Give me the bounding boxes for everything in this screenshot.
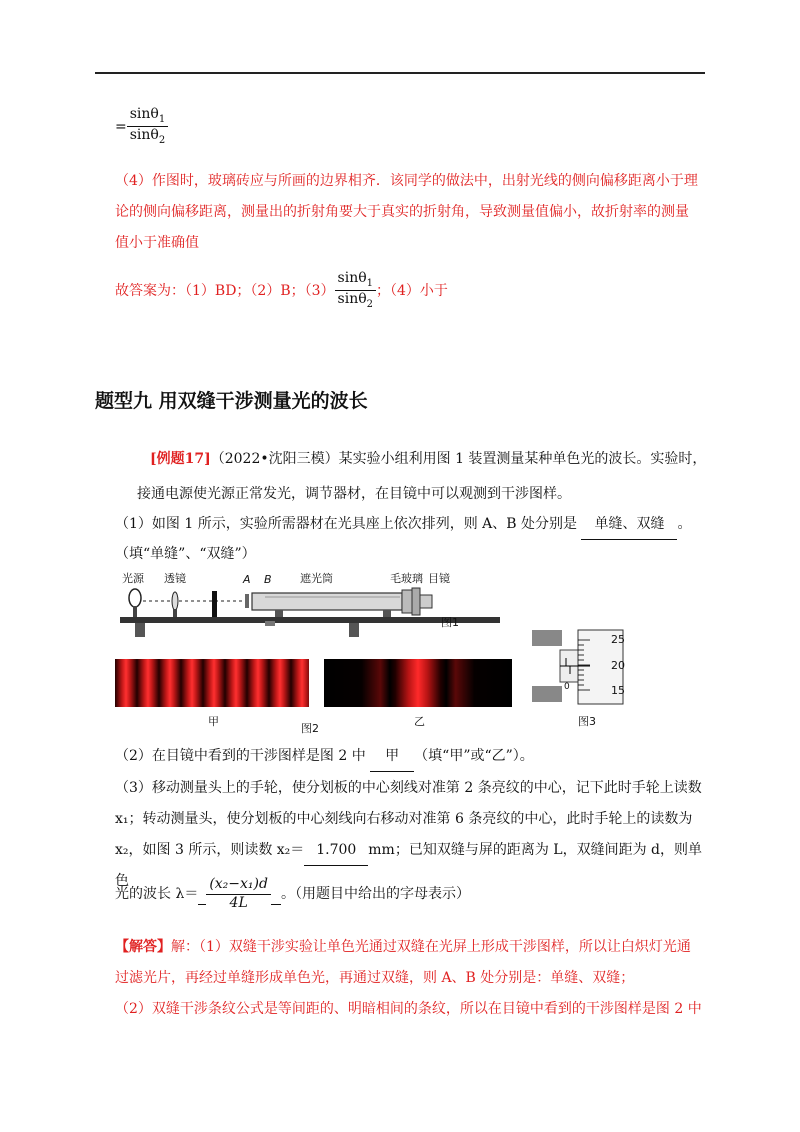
rail-leg-right xyxy=(349,623,359,637)
final-frac-num: sinθ xyxy=(337,270,367,286)
label-yi: 乙 xyxy=(414,715,425,728)
q2-line xyxy=(115,741,705,772)
q3-line3-pre: x₂，如图 3 所示，则读数 x₂＝ xyxy=(115,842,305,858)
numerator: sinθ xyxy=(129,106,159,122)
label-a: A xyxy=(243,573,251,586)
tube-mount-right xyxy=(383,610,391,617)
ground-glass xyxy=(402,590,412,613)
label-fig2: 图2 xyxy=(301,722,319,735)
answer4-line1: （4）作图时，玻璃砖应与所画的边界相齐．该同学的做法中，出射光线的侧向偏移距离小于理 xyxy=(115,173,698,189)
tick-25: 25 xyxy=(611,633,625,646)
q1-hint: （填“单缝”、“双缝”） xyxy=(115,546,256,562)
example-line2: 接通电源使光源正常发光，调节器材，在目镜中可以观测到干涉图样。 xyxy=(137,486,571,502)
q3-line4-post: 。（用题目中给出的字母表示） xyxy=(280,886,470,902)
example-line1 xyxy=(150,447,706,471)
rail-leg-left xyxy=(135,623,145,637)
final-frac-den: sinθ xyxy=(337,291,367,308)
q1-answer: 单缝、双缝 xyxy=(581,509,677,540)
q2-text: （2）在目镜中看到的干涉图样是图 2 中 xyxy=(115,748,371,764)
answer4-line2: 论的侧向偏移距离，测量出的折射角要大于真实的折射角，导致测量值偏小，故折射率的测量 xyxy=(115,204,689,220)
blank-left xyxy=(198,884,206,905)
final-answer-prefix: 故答案为：（1）BD；（2）B；（3） xyxy=(115,282,335,299)
final-answer-suffix: ；（4）小于 xyxy=(376,282,448,299)
tick-20: 20 xyxy=(611,659,625,672)
label-source: 光源 xyxy=(122,572,144,585)
denominator: sinθ xyxy=(129,127,159,144)
label-glass: 毛玻璃 xyxy=(390,572,423,585)
section-title: 题型九 用双缝干涉测量光的波长 xyxy=(95,390,368,412)
tube-mount-left xyxy=(275,610,283,617)
numerator-sub: 1 xyxy=(158,113,166,125)
q1-text: （1）如图 1 所示，实验所需器材在光具座上依次排列，则 A、B 处分别是 xyxy=(115,516,582,532)
answer4-line3: 值小于准确值 xyxy=(115,235,199,251)
q3-line2: x₁；转动测量头，使分划板的中心刻线向右移动对准第 6 条亮纹的中心，此时手轮上的读数为 xyxy=(115,811,693,827)
filter xyxy=(212,591,217,617)
wavelength-formula xyxy=(206,876,271,912)
q2-answer: 甲 xyxy=(370,741,414,772)
fraction xyxy=(127,106,168,148)
final-answer xyxy=(115,270,448,312)
solution-line3: （2）双缝干涉条纹公式是等间距的、明暗相间的条纹，所以在目镜中看到的干涉图样是图 2 中 xyxy=(115,1001,702,1017)
solution-text1: 解：（1）双缝干涉实验让单色光通过双缝在光屏上形成干涉图样，所以让白炽灯光通 xyxy=(171,939,691,955)
light-source xyxy=(129,589,141,607)
denominator-sub: 2 xyxy=(158,135,166,147)
q1-end: 。 xyxy=(677,516,692,532)
q1-line xyxy=(115,509,705,540)
solution-tag: 【解答】 xyxy=(115,939,171,955)
label-fig3: 图3 xyxy=(578,715,596,728)
slit-a xyxy=(245,594,249,608)
final-frac-num-sub: 1 xyxy=(366,277,374,289)
formula-numerator: (x₂−x₁)d xyxy=(206,876,271,895)
measuring-wheel xyxy=(412,588,420,615)
q2-end: （填“甲”或“乙”）。 xyxy=(414,748,534,764)
header-rule xyxy=(95,72,705,74)
rail-clip xyxy=(265,621,275,626)
eyepiece xyxy=(420,595,432,608)
q3-reading-answer: 1.700 xyxy=(304,835,368,866)
q3-line3-post: mm；已知双缝与屏的距离为 L，双缝间距为 d，则单色 xyxy=(115,842,702,889)
formula-denominator: 4L xyxy=(229,894,248,911)
final-frac-den-sub: 2 xyxy=(366,299,374,311)
label-tube: 遮光筒 xyxy=(300,572,333,585)
equals-sign: = xyxy=(115,118,127,135)
light-tube xyxy=(252,593,402,610)
solution-line2: 过滤光片，再经过单缝形成单色光，再通过双缝，则 A、B 处分别是：单缝、双缝； xyxy=(115,970,635,986)
label-fig1: 图1 xyxy=(441,616,459,629)
label-b: B xyxy=(264,573,272,586)
q3-line4-pre: 光的波长 λ＝ xyxy=(115,886,199,902)
pattern-yi xyxy=(324,659,512,707)
q3-line1: （3）移动测量头上的手轮，使分划板的中心刻线对准第 2 条亮纹的中心，记下此时手轮上读数 xyxy=(115,780,702,796)
top-formula xyxy=(115,106,168,148)
blank-right xyxy=(271,884,281,905)
example-text: （2022•沈阳三模）某实验小组利用图 1 装置测量某种单色光的波长。实验时， xyxy=(210,451,707,467)
micrometer-bottom-block xyxy=(532,686,562,702)
source-stand xyxy=(133,606,137,617)
tick-15: 15 xyxy=(611,684,625,697)
label-lens: 透镜 xyxy=(164,572,186,585)
example-tag: [例题17] xyxy=(150,451,211,467)
solution-line1 xyxy=(115,932,705,962)
q3-line4 xyxy=(115,876,470,912)
label-eyepiece: 目镜 xyxy=(428,572,450,585)
label-jia: 甲 xyxy=(208,715,219,728)
tick-zero: 0 xyxy=(564,682,570,692)
lens-stand xyxy=(173,609,177,617)
micrometer-top-block xyxy=(532,630,562,646)
lens xyxy=(172,592,178,610)
final-answer-fraction xyxy=(335,270,376,312)
pattern-jia xyxy=(115,659,309,707)
